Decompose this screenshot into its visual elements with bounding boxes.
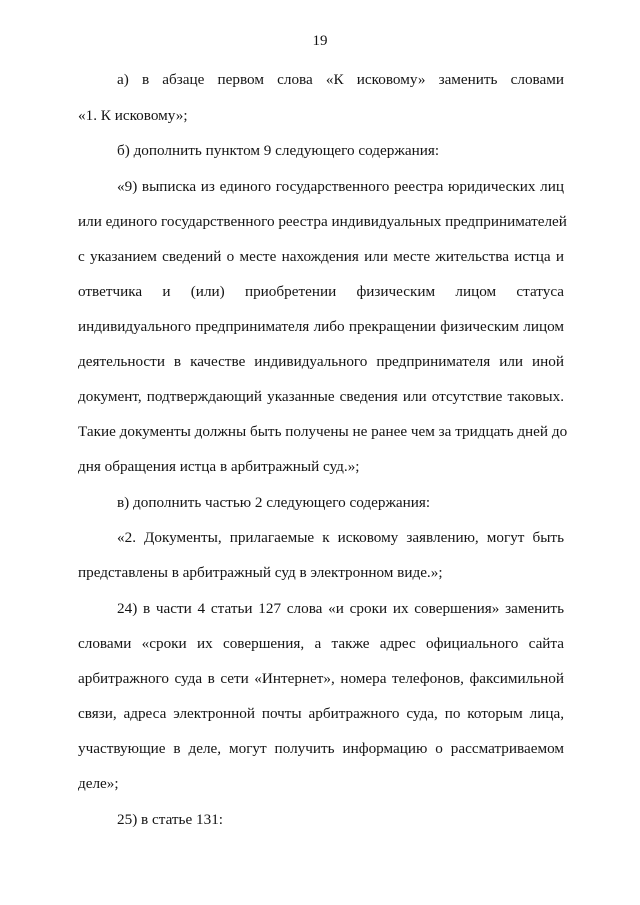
text-line: с указанием сведений о месте нахождения или месте жительства истца и bbox=[78, 248, 564, 265]
text-line: представлены в арбитражный суд в электронном виде.»; bbox=[78, 564, 443, 581]
text-line: деятельности в качестве индивидуального предпринимателя или иной bbox=[78, 353, 564, 370]
text-line: а) в абзаце первом слова «К исковому» заменить словами bbox=[117, 71, 564, 88]
text-line: словами «сроки их совершения, а также адрес официального сайта bbox=[78, 635, 564, 652]
text-line: индивидуального предпринимателя либо прекращении физическим лицом bbox=[78, 318, 564, 335]
text-line: деле»; bbox=[78, 775, 119, 792]
text-line: документ, подтверждающий указанные сведения или отсутствие таковых. bbox=[78, 388, 564, 405]
text-line: «2. Документы, прилагаемые к исковому заявлению, могут быть bbox=[117, 529, 564, 546]
text-line: «9) выписка из единого государственного реестра юридических лиц bbox=[117, 178, 564, 195]
page-number: 19 bbox=[312, 33, 328, 49]
text-line: ответчика и (или) приобретении физическим лицом статуса bbox=[78, 283, 564, 300]
text-line: связи, адреса электронной почты арбитражного суда, по которым лица, bbox=[78, 705, 564, 722]
text-line: 25) в статье 131: bbox=[117, 811, 224, 828]
text-line: или единого государственного реестра индивидуальных предпринимателей bbox=[78, 213, 567, 230]
text-line: арбитражного суда в сети «Интернет», номера телефонов, факсимильной bbox=[78, 670, 564, 687]
text-line: б) дополнить пунктом 9 следующего содержания: bbox=[117, 142, 440, 159]
text-line: участвующие в деле, могут получить информацию о рассматриваемом bbox=[78, 740, 564, 757]
text-line: «1. К исковому»; bbox=[78, 107, 188, 124]
text-line: Такие документы должны быть получены не ранее чем за тридцать дней до bbox=[78, 423, 568, 440]
text-line: в) дополнить частью 2 следующего содержания: bbox=[117, 494, 431, 511]
text-line: 24) в части 4 статьи 127 слова «и сроки их совершения» заменить bbox=[117, 600, 564, 617]
text-line: дня обращения истца в арбитражный суд.»; bbox=[78, 458, 360, 475]
